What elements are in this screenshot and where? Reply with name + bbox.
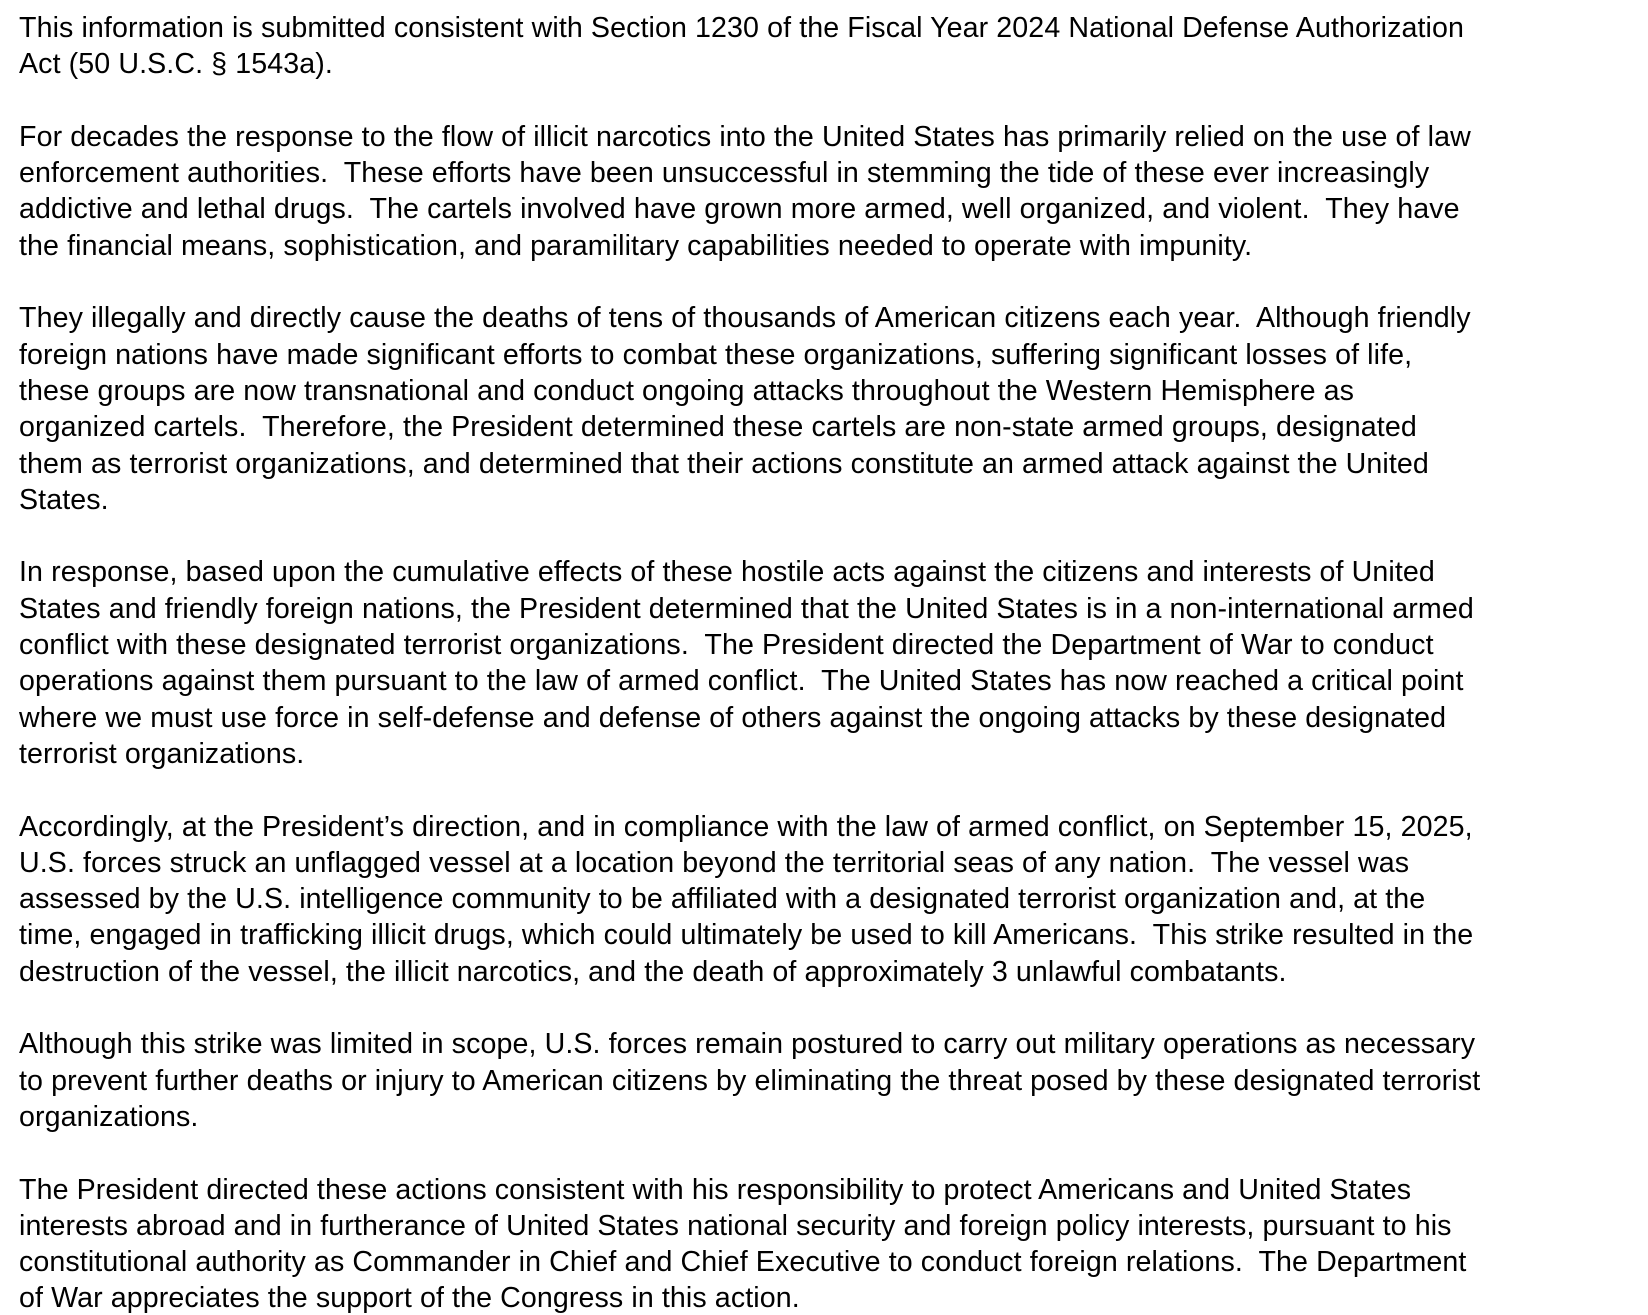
paragraph-continued-operations: Although this strike was limited in scope, U.S. forces remain postured to carry out military operations as necessary to prevent further deaths or injury to American citizens by eliminating the threat posed by these designated terrorist organizations. <box>19 1028 1481 1133</box>
paragraph-statutory-basis: This information is submitted consistent with Section 1230 of the Fiscal Year 2024 National Defense Authorization Act (50 U.S.C. § 1543a). <box>19 12 1464 81</box>
paragraph-presidential-authority-closing: The President directed these actions consistent with his responsibility to protect Americans and United States interests abroad and in furtherance of United States national security and foreign policy interests, pursuant to his constitutional authority as Commander in Chief and Chief Executive to conduct foreign relations. The Department of War appreciates the support of the Congress in this action. <box>19 1173 1467 1315</box>
paragraph-law-enforcement-background: For decades the response to the flow of illicit narcotics into the United States has primarily relied on the use of law enforcement authorities. These efforts have been unsuccessful in stemming the tide of these ever increasingly addictive and lethal drugs. The cartels involved have grown more armed, well organized, and violent. They have the financial means, sophistication, and paramilitary capabilities needed to operate with impunity. <box>19 120 1471 262</box>
paragraph-armed-conflict-determination: In response, based upon the cumulative effects of these hostile acts against the citizens and interests of United States and friendly foreign nations, the President determined that the United States is in a non-international armed conflict with these designated terrorist organizations. The President directed the Department of War to conduct operations against them pursuant to the law of armed conflict. The United States has now reached a critical point where we must use force in self-defense and defense of others against the ongoing attacks by these designated terrorist organizations. <box>19 556 1474 770</box>
paragraph-strike-description: Accordingly, at the President’s direction, and in compliance with the law of armed conflict, on September 15, 2025, U.S. forces struck an unflagged vessel at a location beyond the territorial seas of any nation. The vessel was assessed by the U.S. intelligence community to be affiliated with a designated terrorist organization and, at the time, engaged in trafficking illicit drugs, which could ultimately be used to kill Americans. This strike resulted in the destruction of the vessel, the illicit narcotics, and the death of approximately 3 unlawful combatants. <box>19 810 1474 988</box>
paragraph-cartel-threat-determination: They illegally and directly cause the deaths of tens of thousands of American citizens each year. Although friendly foreign nations have made significant efforts to combat these organizations, suffering significant losses of life, these groups are now transnational and conduct ongoing attacks throughout the Western Hemisphere as organized cartels. Therefore, the President determined these cartels are non-state armed groups, designated them as terrorist organizations, and determined that their actions constitute an armed attack against the United States. <box>19 302 1471 516</box>
